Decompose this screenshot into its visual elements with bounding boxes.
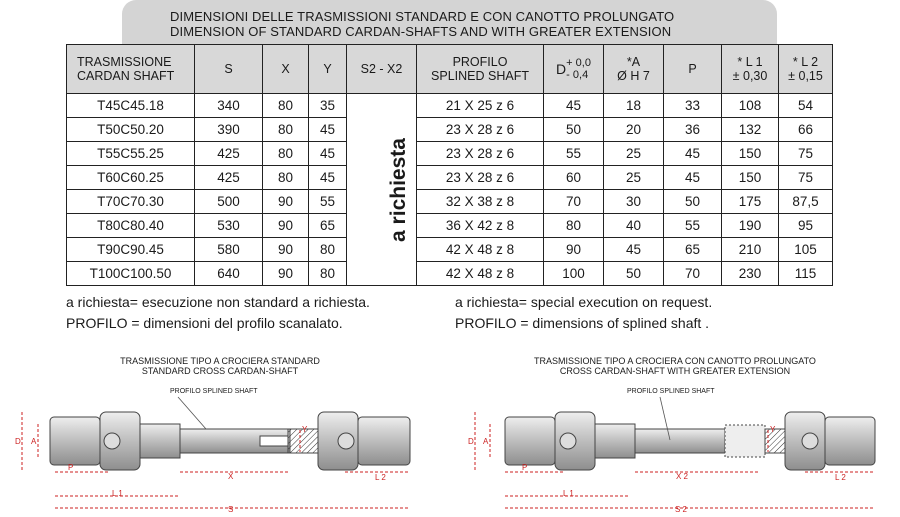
cell-l2: 75 [779, 166, 833, 190]
cell-profilo: 23 X 28 z 6 [417, 118, 544, 142]
cell-model: T50C50.20 [67, 118, 195, 142]
cell-l2: 54 [779, 94, 833, 118]
cell-d: 70 [544, 190, 604, 214]
cell-x: 90 [263, 262, 309, 286]
cell-x: 80 [263, 142, 309, 166]
dim-label-s2: S 2 [675, 505, 688, 514]
cell-profilo: 32 X 38 z 8 [417, 190, 544, 214]
col-p: P [664, 45, 722, 94]
cell-a: 20 [604, 118, 664, 142]
diagram-right-title: TRASMISSIONE TIPO A CROCIERA CON CANOTTO PROLUNGATO CROSS CARDAN-SHAFT WITH GREATER EXTENSION [534, 356, 816, 376]
cell-y: 65 [309, 214, 347, 238]
cell-p: 50 [664, 190, 722, 214]
note-en-2: PROFILO = dimensions of splined shaft . [455, 315, 710, 331]
diagram-right [450, 392, 900, 516]
dim-label-p: P [68, 463, 74, 472]
col-y: Y [309, 45, 347, 94]
col-profilo: PROFILO SPLINED SHAFT [417, 45, 544, 94]
col-s2x2: S2 - X2 [347, 45, 417, 94]
dim-label-l1: L 1 [112, 489, 123, 498]
dim-label-x: X [228, 472, 234, 481]
cell-model: T55C55.25 [67, 142, 195, 166]
cell-model: T45C45.18 [67, 94, 195, 118]
table-row [67, 94, 833, 118]
cell-x: 80 [263, 166, 309, 190]
col-trasmissione: TRASMISSIONE CARDAN SHAFT [67, 45, 195, 94]
cell-l2: 66 [779, 118, 833, 142]
note-it-1: a richiesta= esecuzione non standard a richiesta. [66, 294, 370, 310]
cell-y: 45 [309, 166, 347, 190]
cell-a: 25 [604, 142, 664, 166]
shaft-drawing-right [505, 397, 875, 470]
cell-p: 45 [664, 166, 722, 190]
cell-a: 50 [604, 262, 664, 286]
cell-s: 340 [195, 94, 263, 118]
cell-d: 55 [544, 142, 604, 166]
dim-label-s: S [228, 505, 234, 514]
on-request-label: a richiesta [386, 137, 410, 242]
cell-model: T100C100.50 [67, 262, 195, 286]
cell-l2: 75 [779, 142, 833, 166]
header-title-it: DIMENSIONI DELLE TRASMISSIONI STANDARD E CON CANOTTO PROLUNGATO [170, 9, 675, 24]
table-row [67, 166, 833, 190]
cell-model: T80C80.40 [67, 214, 195, 238]
cell-y: 45 [309, 142, 347, 166]
on-request-cell [347, 94, 417, 286]
cell-s: 530 [195, 214, 263, 238]
cell-d: 90 [544, 238, 604, 262]
cell-model: T90C90.45 [67, 238, 195, 262]
cell-s: 580 [195, 238, 263, 262]
dim-label-p: P [522, 463, 528, 472]
col-s: S [195, 45, 263, 94]
cell-l2: 105 [779, 238, 833, 262]
table-row [67, 238, 833, 262]
note-it-2: PROFILO = dimensioni del profilo scanalato. [66, 315, 343, 331]
dim-label-x2: X 2 [676, 472, 689, 481]
diagram-left-profile-label: PROFILO SPLINED SHAFT [170, 388, 258, 395]
dim-label-d: D [468, 437, 474, 446]
diagram-left [0, 392, 450, 516]
cell-x: 90 [263, 214, 309, 238]
cell-a: 40 [604, 214, 664, 238]
cell-p: 45 [664, 142, 722, 166]
dim-label-y: Y [770, 425, 776, 434]
col-l2: * L 2 ± 0,15 [779, 45, 833, 94]
cell-d: 100 [544, 262, 604, 286]
dim-label-y: Y [302, 425, 308, 434]
cell-d: 45 [544, 94, 604, 118]
cell-y: 80 [309, 262, 347, 286]
col-l1: * L 1 ± 0,30 [722, 45, 779, 94]
cell-p: 36 [664, 118, 722, 142]
table-row [67, 190, 833, 214]
diagram-right-profile-label: PROFILO SPLINED SHAFT [627, 388, 715, 395]
cell-s: 390 [195, 118, 263, 142]
cell-l1: 150 [722, 142, 779, 166]
cell-x: 80 [263, 118, 309, 142]
cell-l1: 108 [722, 94, 779, 118]
cell-l2: 115 [779, 262, 833, 286]
dim-label-a: A [31, 437, 37, 446]
cell-s: 425 [195, 142, 263, 166]
cell-a: 45 [604, 238, 664, 262]
spec-table [66, 44, 833, 286]
cell-x: 80 [263, 94, 309, 118]
cell-l1: 132 [722, 118, 779, 142]
cell-s: 640 [195, 262, 263, 286]
dim-label-a: A [483, 437, 489, 446]
cell-l2: 95 [779, 214, 833, 238]
shaft-drawing-left [50, 397, 410, 470]
cell-a: 30 [604, 190, 664, 214]
cell-l1: 190 [722, 214, 779, 238]
cell-s: 500 [195, 190, 263, 214]
cell-profilo: 23 X 28 z 6 [417, 166, 544, 190]
cell-y: 55 [309, 190, 347, 214]
col-x: X [263, 45, 309, 94]
cell-profilo: 21 X 25 z 6 [417, 94, 544, 118]
cell-y: 45 [309, 118, 347, 142]
cell-s: 425 [195, 166, 263, 190]
dim-label-l1: L 1 [563, 489, 574, 498]
cell-p: 55 [664, 214, 722, 238]
cell-p: 65 [664, 238, 722, 262]
cell-l1: 150 [722, 166, 779, 190]
col-a: *A Ø H 7 [604, 45, 664, 94]
col-d: D+ 0,0 - 0,4 [544, 45, 604, 94]
table-row [67, 214, 833, 238]
cell-a: 25 [604, 166, 664, 190]
cell-d: 60 [544, 166, 604, 190]
cell-p: 33 [664, 94, 722, 118]
table-header-row [67, 45, 833, 94]
cell-p: 70 [664, 262, 722, 286]
cell-y: 80 [309, 238, 347, 262]
cell-model: T60C60.25 [67, 166, 195, 190]
cell-x: 90 [263, 190, 309, 214]
cell-a: 18 [604, 94, 664, 118]
cell-model: T70C70.30 [67, 190, 195, 214]
note-en-1: a richiesta= special execution on request. [455, 294, 713, 310]
header-title-en: DIMENSION OF STANDARD CARDAN-SHAFTS AND WITH GREATER EXTENSION [170, 24, 672, 39]
cell-profilo: 42 X 48 z 8 [417, 262, 544, 286]
dim-label-d: D [15, 437, 21, 446]
cell-l1: 230 [722, 262, 779, 286]
table-row [67, 142, 833, 166]
cell-d: 80 [544, 214, 604, 238]
cell-l2: 87,5 [779, 190, 833, 214]
dim-label-l2: L 2 [835, 473, 846, 482]
cell-d: 50 [544, 118, 604, 142]
dim-label-l2: L 2 [375, 473, 386, 482]
cell-profilo: 23 X 28 z 6 [417, 142, 544, 166]
cell-profilo: 42 X 48 z 8 [417, 238, 544, 262]
cell-l1: 175 [722, 190, 779, 214]
table-row [67, 262, 833, 286]
cell-x: 90 [263, 238, 309, 262]
cell-l1: 210 [722, 238, 779, 262]
diagram-left-title: TRASMISSIONE TIPO A CROCIERA STANDARD STANDARD CROSS CARDAN-SHAFT [120, 356, 320, 376]
cell-profilo: 36 X 42 z 8 [417, 214, 544, 238]
cell-y: 35 [309, 94, 347, 118]
table-row [67, 118, 833, 142]
